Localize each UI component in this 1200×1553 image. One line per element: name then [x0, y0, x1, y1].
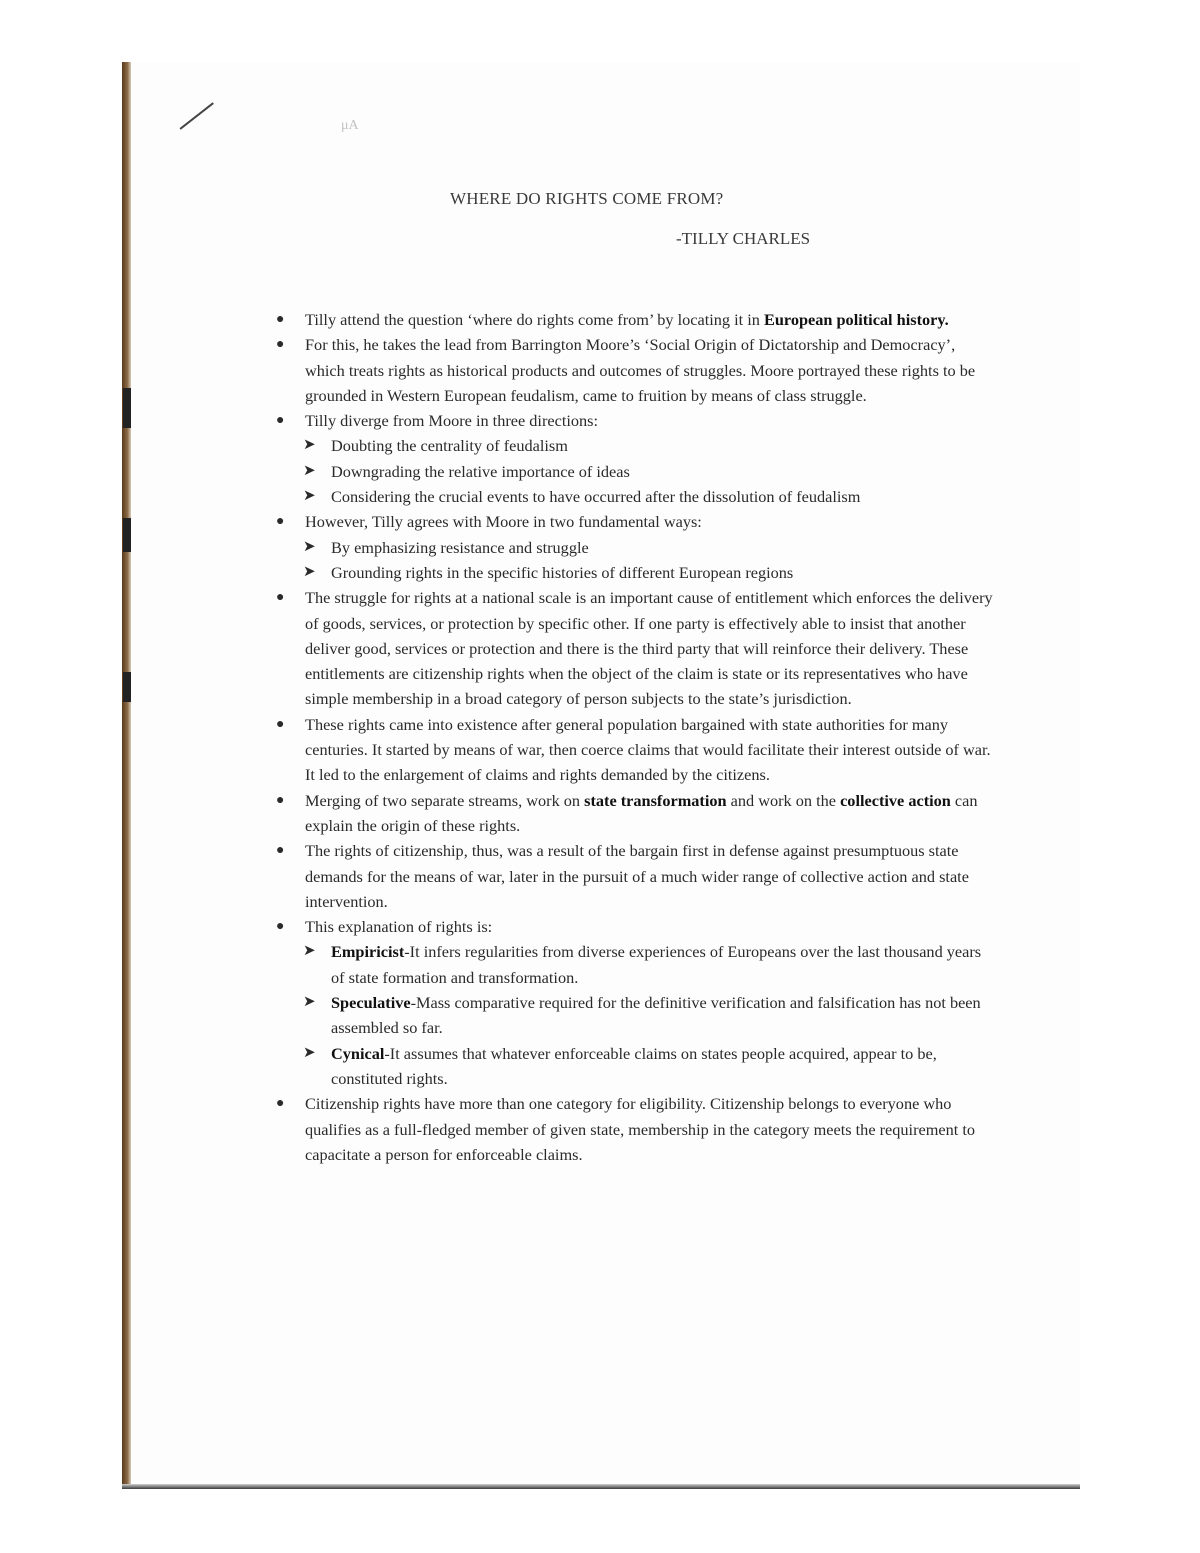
margin-mark: μA	[341, 118, 359, 133]
sub-point-text: By emphasizing resistance and struggle	[331, 537, 589, 557]
arrowhead-icon: ➤	[303, 1044, 316, 1061]
bullet-point	[273, 307, 998, 332]
bullet-point	[273, 712, 998, 788]
arrowhead-icon: ➤	[303, 994, 316, 1011]
document-title: WHERE DO RIGHTS COME FROM?	[450, 189, 724, 208]
binding-mark	[123, 672, 131, 702]
point-text: Merging of two separate streams, work on	[305, 790, 585, 810]
page-bottom-edge	[122, 1484, 1080, 1489]
bullet-point	[273, 1091, 998, 1167]
binding-mark	[123, 518, 131, 552]
point-text: For this, he takes the lead from Barrington Moore’s ‘Social Origin of Dictatorship and Democracy’, which treats rights as historical products and outcomes of struggles. Moore portrayed these rights to be grounded in Western European feudalism, came to fruition by means of class struggle.	[305, 335, 976, 405]
bullet-list	[273, 307, 998, 433]
sub-point-text: -It assumes that whatever enforceable claims on states people acquired, appear to be, constituted rights.	[331, 1043, 937, 1088]
arrowhead-icon: ➤	[303, 488, 316, 505]
sub-point-term: Speculative	[331, 993, 411, 1013]
sub-point	[273, 484, 998, 509]
sub-point	[273, 535, 998, 560]
bullet-list	[273, 585, 998, 939]
bullet-icon: ●	[276, 843, 285, 859]
sub-point	[273, 433, 998, 458]
bullet-point	[273, 788, 998, 839]
document-author: -TILLY CHARLES	[676, 229, 811, 248]
arrowhead-icon: ➤	[303, 462, 316, 479]
point-text: Tilly diverge from Moore in three directions:	[305, 411, 599, 431]
document-body	[273, 307, 998, 1167]
point-text: Tilly attend the question ‘where do rights come from’ by locating it in	[305, 310, 764, 329]
arrowhead-icon: ➤	[303, 538, 316, 555]
sub-point-term: Cynical	[331, 1043, 385, 1063]
binding-mark	[123, 388, 131, 428]
sub-point-text: Considering the crucial events to have occurred after the dissolution of feudalism	[331, 487, 861, 507]
sub-point-text: Downgrading the relative importance of ideas	[331, 461, 630, 481]
bullet-point	[273, 585, 998, 711]
sub-point	[273, 990, 998, 1041]
bullet-icon: ●	[276, 1096, 285, 1112]
sub-point	[273, 1041, 998, 1092]
point-text: This explanation of rights is:	[305, 917, 493, 937]
bullet-point	[273, 408, 998, 433]
sub-point-term: Empiricist	[331, 942, 405, 962]
sub-point-text: Grounding rights in the specific histories of different European regions	[331, 562, 794, 582]
arrowhead-icon: ➤	[303, 437, 316, 454]
point-text: These rights came into existence after general population bargained with state authorities for many centuries. It started by means of war, then coerce claims that would facilitate their interest outside of war. It led to the enlargement of claims and rights demanded by the citizens.	[305, 714, 991, 785]
sub-list	[273, 535, 998, 586]
bullet-icon: ●	[276, 312, 285, 327]
bullet-point	[273, 509, 998, 534]
bullet-icon: ●	[276, 337, 285, 353]
point-text: Citizenship rights have more than one category for eligibility. Citizenship belongs to everyone who qualifies as a full-fledged member of given state, membership in the category meets the requirement to capacitate a person for enforceable claims.	[305, 1094, 976, 1164]
point-bold-text: state transformation	[584, 790, 727, 810]
bullet-list	[273, 1091, 998, 1167]
sub-point-text: -Mass comparative required for the definitive verification and falsification has not been assembled so far.	[331, 993, 981, 1038]
point-text: can explain the origin of these rights.	[305, 790, 978, 835]
bullet-icon: ●	[276, 590, 285, 606]
bullet-point	[273, 838, 998, 914]
bullet-list	[273, 509, 998, 534]
bullet-icon: ●	[276, 413, 285, 429]
point-text: However, Tilly agrees with Moore in two fundamental ways:	[305, 512, 702, 532]
sub-list	[273, 433, 998, 509]
bullet-icon: ●	[276, 792, 285, 808]
bullet-icon: ●	[276, 919, 285, 935]
arrowhead-icon: ➤	[303, 943, 316, 960]
sub-point	[273, 459, 998, 484]
point-bold-text: European political history.	[763, 310, 949, 329]
bullet-icon: ●	[276, 514, 285, 530]
bullet-icon: ●	[276, 716, 285, 732]
bullet-point	[273, 332, 998, 408]
sub-list	[273, 939, 998, 1091]
arrowhead-icon: ➤	[303, 563, 316, 580]
point-text: The rights of citizenship, thus, was a result of the bargain first in defense against presumptuous state demands for the means of war, later in the pursuit of a much wider range of collective action and state intervention.	[305, 841, 969, 911]
point-bold-text: collective action	[840, 790, 951, 810]
sub-point-text: Doubting the centrality of feudalism	[331, 436, 568, 456]
point-text: The struggle for rights at a national scale is an important cause of entitlement which enforces the delivery of goods, services, or protection by specific other. If one party is effectively able to insist that another deliver good, services or protection and there is the third party that will reinforce their delivery. These entitlements are citizenship rights when the object of the claim is state or its representatives who have simple membership in a broad category of person subjects to the state’s jurisdiction.	[305, 588, 993, 709]
binding-edge	[122, 62, 131, 1488]
point-text: and work on the	[726, 790, 841, 810]
bullet-point	[273, 914, 998, 939]
sub-point	[273, 560, 998, 585]
sub-point	[273, 939, 998, 990]
sub-point-text: -It infers regularities from diverse experiences of Europeans over the last thousand years of state formation and transformation.	[331, 942, 982, 987]
